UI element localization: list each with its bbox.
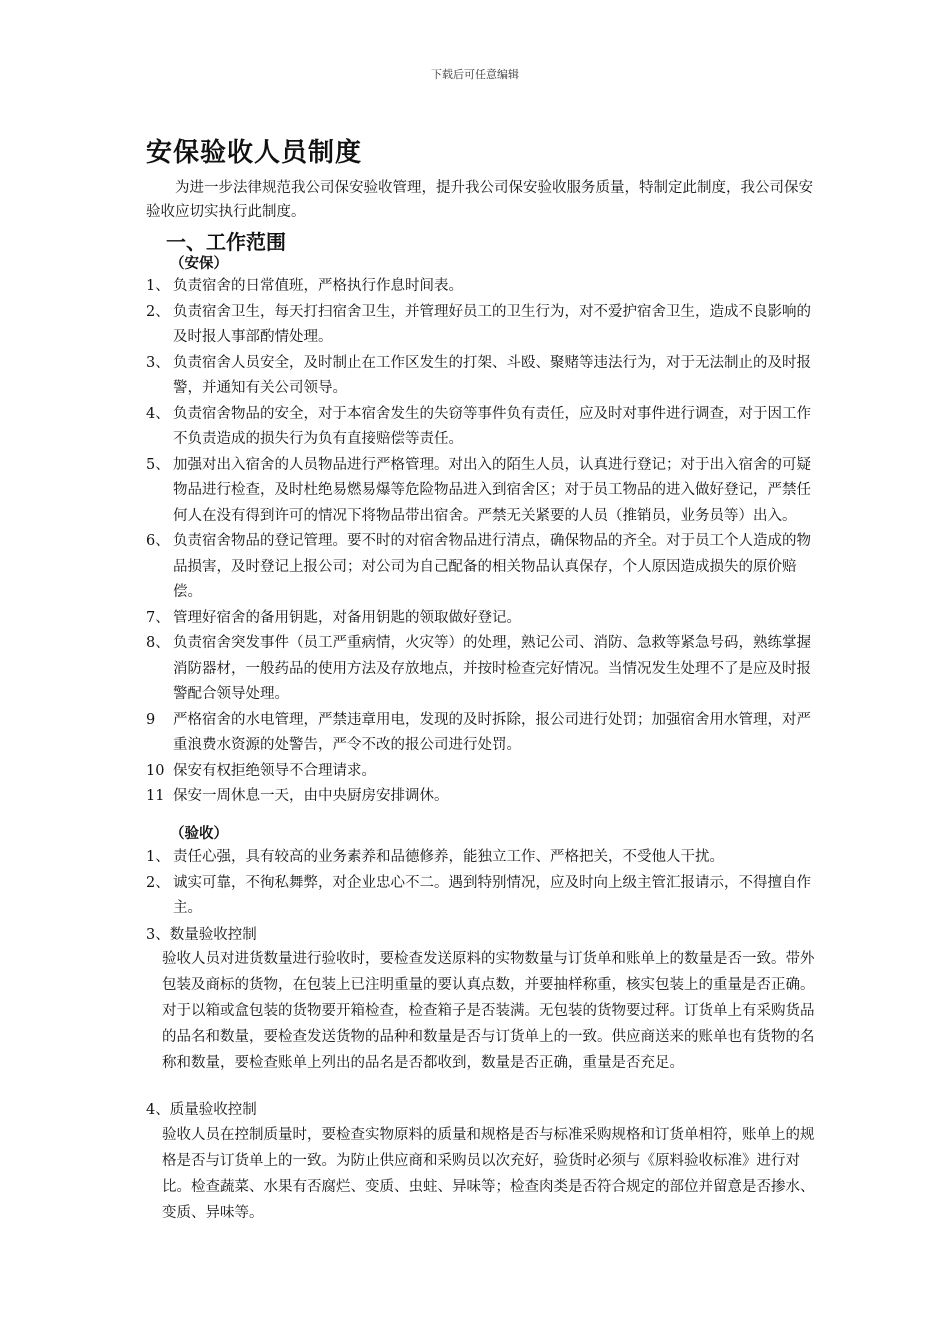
item-number: 1、: [146, 849, 170, 865]
item-text: 负责宿舍人员安全，及时制止在工作区发生的打架、斗殴、聚赌等违法行为，对于无法制止的及时报警，并通知有关公司领导。: [173, 354, 811, 396]
header-note: 下载后可任意编辑: [431, 68, 519, 81]
item-text: 管理好宿舍的备用钥匙，对备用钥匙的领取做好登记。: [173, 609, 521, 626]
item-number: 2、: [146, 874, 170, 891]
item-text: 保安一周休息一天，由中央厨房安排调休。: [173, 788, 449, 804]
item-text: 负责宿舍物品的安全，对于本宿舍发生的失窃等事件负有责任，应及时对事件进行调查，对于因工作不负责造成的损失行为负有直接赔偿等责任。: [173, 405, 811, 447]
item-number: 2、: [146, 303, 170, 320]
page-title: 安保验收人员制度: [146, 138, 363, 168]
list-item: [146, 606, 818, 632]
quantity-control-heading: 3、数量验收控制: [146, 927, 257, 943]
subheading-acceptance: （验收）: [170, 825, 228, 842]
list-item: [146, 529, 818, 606]
list-item: [146, 871, 818, 922]
item-number: 5、: [146, 456, 170, 473]
item-number: 7、: [146, 609, 170, 626]
item-text: 负责宿舍的日常值班，严格执行作息时间表。: [173, 278, 463, 294]
list-item: [146, 845, 818, 871]
item-number: 10: [146, 762, 165, 779]
item-text: 负责宿舍物品的登记管理。要不时的对宿舍物品进行清点，确保物品的齐全。对于员工个人造成的物品损害，及时登记上报公司；对公司为自己配备的相关物品认真保存，个人原因造成损失的原价赔偿。: [173, 533, 811, 600]
list-item: [146, 351, 818, 402]
quality-control-heading: 4、质量验收控制: [146, 1102, 257, 1118]
list-item: [146, 759, 818, 785]
intro-paragraph: 为进一步法律规范我公司保安验收管理，提升我公司保安验收服务质量，特制定此制度，我公司保安验收应切实执行此制度。: [146, 180, 813, 220]
section-heading-work-scope: 一、工作范围: [166, 230, 286, 254]
item-number: 3、: [146, 354, 170, 371]
list-item: [146, 784, 818, 810]
item-text: 保安有权拒绝领导不合理请求。: [173, 762, 376, 779]
item-number: 1、: [146, 278, 170, 294]
item-number: 11: [146, 788, 165, 804]
subheading-security: （安保）: [170, 255, 228, 272]
item-number: 9: [146, 711, 156, 728]
list-item: [146, 708, 818, 759]
list-item: [146, 453, 818, 530]
item-text: 加强对出入宿舍的人员物品进行严格管理。对出入的陌生人员，认真进行登记；对于出入宿舍的可疑物品进行检查，及时杜绝易燃易爆等危险物品进入到宿舍区；对于员工物品的进入做好登记，严禁任何人在没有得到许可的情况下将物品带出宿舍。严禁无关紧要的人员（推销员，业务员等）出入。: [173, 456, 811, 524]
item-text: 严格宿舍的水电管理，严禁违章用电，发现的及时拆除，报公司进行处罚；加强宿舍用水管理，对严重浪费水资源的处警告，严令不改的报公司进行处罚。: [173, 711, 811, 753]
quantity-control-text: 验收人员对进货数量进行验收时，要检查发送原料的实物数量与订货单和账单上的数量是否一致。带外包装及商标的货物，在包装上已注明重量的要认真点数，并要抽样称重，核实包装上的重量是否正确。对于以箱或盒包装的货物要开箱检查，检查箱子是否装满。无包装的货物要过秤。订货单上有采购货品的品名和数量，要检查发送货物的品种和数量是否与订货单上的一致。供应商送来的账单也有货物的名称和数量，要检查账单上列出的品名是否都收到，数量是否正确，重量是否充足。: [162, 951, 815, 1071]
item-text: 诚实可靠，不徇私舞弊，对企业忠心不二。遇到特别情况，应及时向上级主管汇报请示，不得擅自作主。: [173, 874, 811, 916]
acceptance-requirements-list: [146, 845, 818, 922]
list-item: [146, 402, 818, 453]
list-item: [146, 631, 818, 708]
item-number: 8、: [146, 635, 170, 651]
item-text: 负责宿舍卫生，每天打扫宿舍卫生，并管理好员工的卫生行为，对不爱护宿舍卫生，造成不良影响的及时报人事部酌情处理。: [173, 303, 811, 345]
item-text: 负责宿舍突发事件（员工严重病情，火灾等）的处理，熟记公司、消防、急救等紧急号码，熟练掌握消防器材，一般药品的使用方法及存放地点，并按时检查完好情况。当情况发生处理不了是应及时报警配合领导处理。: [173, 635, 811, 702]
security-duties-list: [146, 274, 818, 810]
quality-control-text: 验收人员在控制质量时，要检查实物原料的质量和规格是否与标准采购规格和订货单相符，账单上的规格是否与订货单上的一致。为防止供应商和采购员以次充好，验货时必须与《原料验收标准》进行对比。检查蔬菜、水果有否腐烂、变质、虫蛀、异味等；检查肉类是否符合规定的部位并留意是否掺水、变质、异味等。: [162, 1127, 815, 1221]
item-text: 责任心强，具有较高的业务素养和品德修养，能独立工作、严格把关，不受他人干扰。: [173, 849, 724, 865]
list-item: [146, 274, 818, 300]
item-number: 6、: [146, 533, 170, 549]
list-item: [146, 300, 818, 351]
item-number: 4、: [146, 405, 170, 422]
